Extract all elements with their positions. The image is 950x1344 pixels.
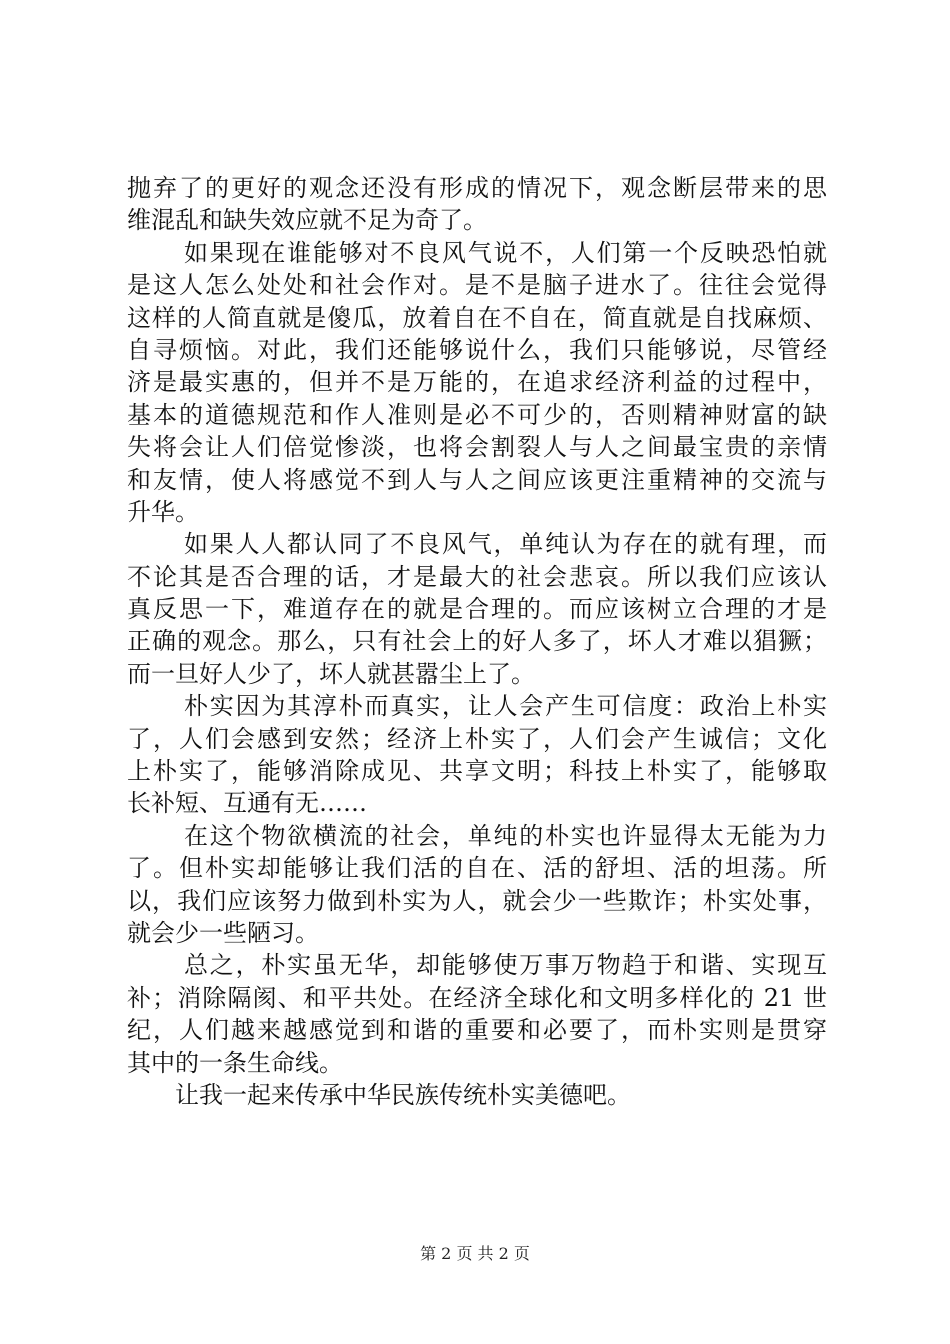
page-footer	[0, 1243, 950, 1265]
text-line: 济是最实惠的，但并不是万能的，在追求经济利益的过程中，	[127, 368, 827, 397]
document-body	[127, 172, 827, 1111]
text-line: 正确的观念。那么，只有社会上的好人多了，坏人才难以猖獗；	[127, 627, 827, 656]
text-line: 是这人怎么处处和社会作对。是不是脑子进水了。往往会觉得	[127, 271, 827, 300]
page-number-label: 第 2 页 共 2 页	[420, 1244, 530, 1263]
paragraph-start-line: 如果现在谁能够对不良风气说不，人们第一个反映恐怕就	[184, 238, 827, 267]
text-line: 长补短、互通有无……	[127, 789, 367, 818]
text-line: 基本的道德规范和作人准则是必不可少的，否则精神财富的缺	[127, 400, 827, 429]
text-line: 纪，人们越来越感觉到和谐的重要和必要了，而朴实则是贯穿	[127, 1016, 827, 1045]
text-line: 维混乱和缺失效应就不足为奇了。	[127, 206, 487, 235]
text-line: 和友情，使人将感觉不到人与人之间应该更注重精神的交流与	[127, 465, 827, 494]
text-line: 上朴实了，能够消除成见、共享文明；科技上朴实了，能够取	[127, 757, 827, 786]
paragraph-start-line: 朴实因为其淳朴而真实，让人会产生可信度：政治上朴实	[184, 692, 827, 721]
text-line: 补；消除隔阂、和平共处。在经济全球化和文明多样化的 21 世	[127, 983, 827, 1012]
text-line: 抛弃了的更好的观念还没有形成的情况下，观念断层带来的思	[127, 174, 827, 202]
paragraph-start-line: 在这个物欲横流的社会，单纯的朴实也许显得太无能为力	[184, 821, 827, 850]
text-line: 失将会让人们倍觉惨淡，也将会割裂人与人之间最宝贵的亲情	[127, 433, 827, 462]
paragraph-start-line: 如果人人都认同了不良风气，单纯认为存在的就有理，而	[184, 530, 827, 559]
text-line: 就会少一些陋习。	[127, 918, 319, 947]
text-line: 不论其是否合理的话，才是最大的社会悲哀。所以我们应该认	[127, 562, 827, 591]
text-line: 其中的一条生命线。	[127, 1048, 343, 1077]
text-line: 真反思一下，难道存在的就是合理的。而应该树立合理的才是	[127, 595, 827, 624]
text-line: 而一旦好人少了，坏人就甚嚣尘上了。	[127, 659, 535, 688]
text-line: 自寻烦恼。对此，我们还能够说什么，我们只能够说，尽管经	[127, 335, 827, 364]
text-line: 了，人们会感到安然；经济上朴实了，人们会产生诚信；文化	[127, 724, 827, 753]
paragraph-start-line: 总之，朴实虽无华，却能够使万事万物趋于和谐、实现互	[184, 951, 827, 980]
text-line: 这样的人简直就是傻瓜，放着自在不自在，简直就是自找麻烦、	[127, 303, 827, 332]
text-line: 升华。	[127, 497, 199, 526]
paragraph-start-line: 让我一起来传承中华民族传统朴实美德吧。	[175, 1080, 631, 1109]
text-line: 以，我们应该努力做到朴实为人，就会少一些欺诈；朴实处事，	[127, 886, 827, 915]
text-line: 了。但朴实却能够让我们活的自在、活的舒坦、活的坦荡。所	[127, 854, 827, 883]
